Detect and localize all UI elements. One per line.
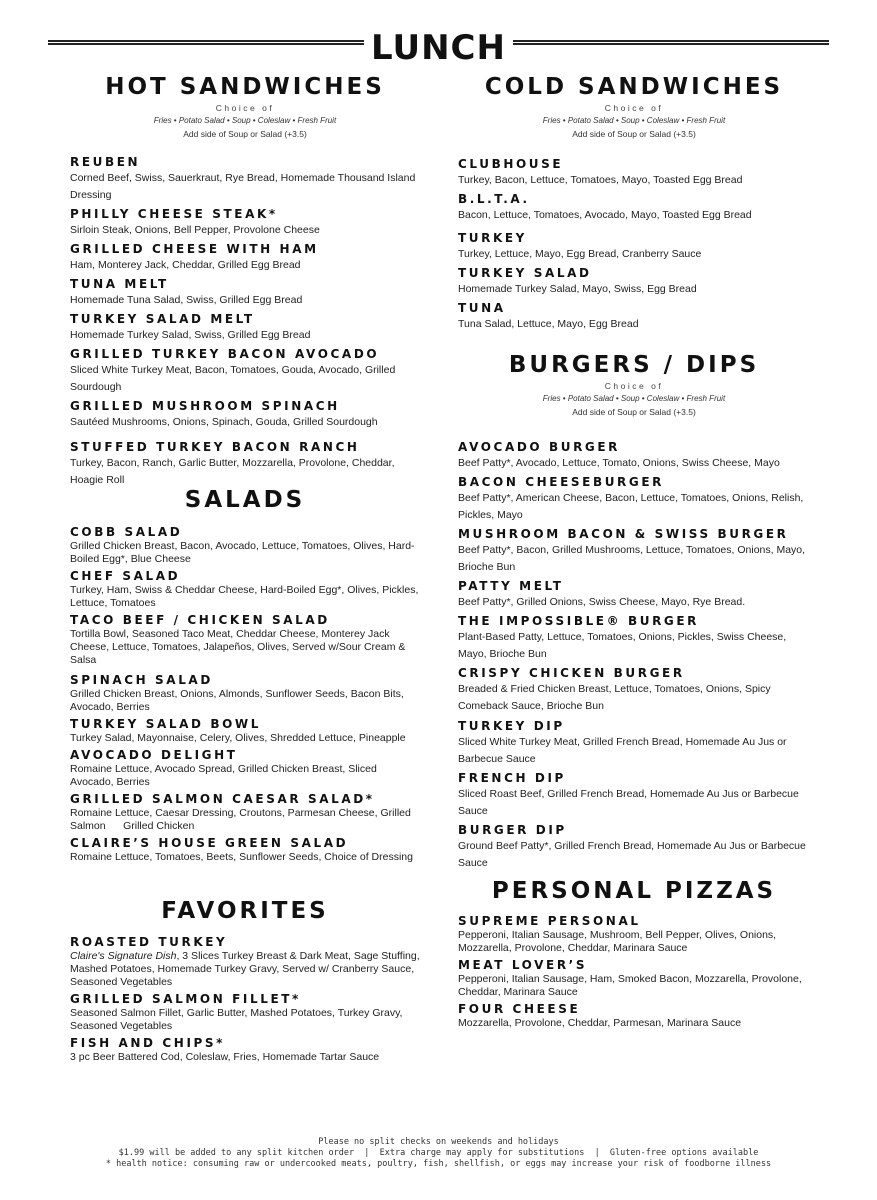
choice-of-label: Choice of [604,381,664,391]
item-name: AVOCADO BURGER [458,440,621,454]
section-title: BURGERS / DIPS [508,352,760,378]
item-name: MEAT LOVER’S [458,958,588,972]
section-title: PERSONAL PIZZAS [491,878,777,904]
section-title: FAVORITES [161,898,329,924]
menu-item-salmon-fillet [70,991,420,1033]
item-description: Pepperoni, Italian Sausage, Mushroom, Bell Pepper, Olives, Onions, Mozzarella, Provolone, Cheddar, Marinara Sauce [458,929,777,954]
pizzas-section [458,878,810,904]
item-name: CHEF SALAD [70,569,181,583]
menu-item-salmon-caesar [70,791,420,833]
item-name: GRILLED TURKEY BACON AVOCADO [70,347,380,361]
item-description: Tortilla Bowl, Seasoned Taco Meat, Cheddar Cheese, Monterey Jack Cheese, Lettuce, Tomatoes, Jalapeños, Olives, Served w/Sour Cream & Salsa [70,628,406,666]
menu-item-spinach-salad [70,672,420,714]
menu-item-crispy-chicken-burger [458,665,810,715]
menu-item-clubhouse [458,156,810,189]
item-description: Turkey, Bacon, Lettuce, Tomatoes, Mayo, Toasted Egg Bread [458,174,743,186]
menu-item-house-green-salad [70,835,420,864]
item-name: FRENCH DIP [458,771,566,785]
burgers-section [458,352,810,417]
item-name: GRILLED SALMON CAESAR SALAD* [70,792,375,806]
menu-item-grilled-cheese-ham [70,241,420,274]
item-name: GRILLED MUSHROOM SPINACH [70,399,340,413]
item-name: GRILLED SALMON FILLET* [70,992,301,1006]
item-name: TURKEY [458,231,527,245]
title-rule-right [513,40,829,45]
menu-item-avocado-burger [458,439,810,472]
menu-item-turkey-salad-melt [70,311,420,344]
item-description: Tuna Salad, Lettuce, Mayo, Egg Bread [458,318,639,330]
item-description: Plant-Based Patty, Lettuce, Tomatoes, Onions, Pickles, Swiss Cheese, Mayo, Brioche Bun [458,631,787,660]
choice-of-label: Choice of [604,103,664,113]
cold-sandwiches-section [458,74,810,139]
item-name: STUFFED TURKEY BACON RANCH [70,440,360,454]
footer-notes [0,1137,877,1170]
menu-item-taco-salad [70,612,420,667]
menu-item-impossible-burger [458,613,810,663]
item-description: Sliced White Turkey Meat, Bacon, Tomatoes, Gouda, Avocado, Grilled Sourdough [70,364,396,393]
item-name: CLUBHOUSE [458,157,564,171]
sides-list: Fries • Potato Salad • Soup • Coleslaw • Fresh Fruit [542,116,726,125]
menu-item-stuffed-turkey [70,439,420,489]
item-name: TUNA MELT [70,277,169,291]
section-title: SALADS [184,487,306,513]
menu-item-turkey-bacon-avocado [70,346,420,396]
menu-item-philly [70,206,420,239]
item-description: Beef Patty*, Avocado, Lettuce, Tomato, Onions, Swiss Cheese, Mayo [458,457,780,469]
item-name: BACON CHEESEBURGER [458,475,664,489]
item-name: PHILLY CHEESE STEAK* [70,207,278,221]
item-description: Homemade Tuna Salad, Swiss, Grilled Egg Bread [70,294,303,306]
menu-item-patty-melt [458,578,810,611]
item-description-text: , 3 Slices Turkey Breast & Dark Meat, Sage Stuffing, Mashed Potatoes, Homemade Turkey Gravy, Served w/ Cranberry Sauce, Seasoned Vegetables [70,950,420,988]
item-name: CLAIRE’S HOUSE GREEN SALAD [70,836,349,850]
add-side-note: Add side of Soup or Salad (+3.5) [572,407,696,417]
item-description: Sliced Roast Beef, Grilled French Bread, Homemade Au Jus or Barbecue Sauce [458,788,799,817]
item-name: TACO BEEF / CHICKEN SALAD [70,613,330,627]
menu-item-turkey-salad-bowl [70,716,420,745]
menu-item-avocado-delight [70,747,420,789]
menu-item-four-cheese-pizza [458,1001,810,1030]
item-description: Corned Beef, Swiss, Sauerkraut, Rye Bread, Homemade Thousand Island Dressing [70,172,416,201]
item-description: Grilled Chicken Breast, Bacon, Avocado, Lettuce, Tomatoes, Olives, Hard-Boiled Egg*, Blue Cheese [70,540,415,565]
item-description: Seasoned Salmon Fillet, Garlic Butter, Mashed Potatoes, Turkey Gravy, Seasoned Vegetables [70,1007,403,1032]
menu-item-roasted-turkey [70,934,420,989]
item-description: Homemade Turkey Salad, Swiss, Grilled Egg Bread [70,329,311,341]
menu-item-reuben [70,154,420,204]
menu-item-mushroom-swiss-burger [458,526,810,576]
item-name: AVOCADO DELIGHT [70,748,238,762]
item-description: Breaded & Fried Chicken Breast, Lettuce, Tomatoes, Onions, Spicy Comeback Sauce, Brioche Bun [458,683,771,712]
item-name: PATTY MELT [458,579,564,593]
item-name: B.L.T.A. [458,192,530,206]
signature-dish-label: Claire's Signature Dish [70,950,177,962]
item-name: SUPREME PERSONAL [458,914,641,928]
item-description: Bacon, Lettuce, Tomatoes, Avocado, Mayo, Toasted Egg Bread [458,209,752,221]
favorites-items [70,934,420,1066]
menu-item-supreme-pizza [458,913,810,955]
item-description: Ground Beef Patty*, Grilled French Bread, Homemade Au Jus or Barbecue Sauce [458,840,806,869]
item-name: SPINACH SALAD [70,673,213,687]
split-check-note: Please no split checks on weekends and holidays [318,1137,559,1147]
hot-sandwiches-section [70,74,420,139]
item-name: ROASTED TURKEY [70,935,228,949]
menu-item-cobb-salad [70,524,420,566]
item-description: Turkey Salad, Mayonnaise, Celery, Olives, Shredded Lettuce, Pineapple [70,732,406,744]
item-name: TURKEY SALAD [458,266,592,280]
menu-item-tuna [458,300,810,333]
item-description: Mozzarella, Provolone, Cheddar, Parmesan, Marinara Sauce [458,1017,742,1029]
menu-item-tuna-melt [70,276,420,309]
item-description: Beef Patty*, Bacon, Grilled Mushrooms, Lettuce, Tomatoes, Onions, Mayo, Brioche Bun [458,544,806,573]
menu-item-turkey-dip [458,718,810,768]
item-description: Sautéed Mushrooms, Onions, Spinach, Gouda, Grilled Sourdough [70,416,378,428]
item-description: Pepperoni, Italian Sausage, Ham, Smoked Bacon, Mozzarella, Provolone, Cheddar, Marinara Sauce [458,973,802,998]
item-description: Beef Patty*, American Cheese, Bacon, Lettuce, Tomatoes, Onions, Relish, Pickles, Mayo [458,492,804,521]
sides-list: Fries • Potato Salad • Soup • Coleslaw • Fresh Fruit [153,116,337,125]
charges-note: $1.99 will be added to any split kitchen order | Extra charge may apply for substitutions | Gluten-free options available [118,1148,759,1158]
item-description [70,950,420,989]
dips-items [458,718,810,874]
cold-sandwiches-items [458,156,810,335]
salads-items [70,524,420,866]
item-description: 3 pc Beer Battered Cod, Coleslaw, Fries, Homemade Tartar Sauce [70,1051,380,1063]
item-description: Romaine Lettuce, Caesar Dressing, Croutons, Parmesan Cheese, Grilled Salmon Grilled Chicken [70,807,414,832]
item-description: Homemade Turkey Salad, Mayo, Swiss, Egg Bread [458,283,697,295]
item-description: Ham, Monterey Jack, Cheddar, Grilled Egg Bread [70,259,301,271]
item-name: TUNA [458,301,506,315]
item-description: Turkey, Ham, Swiss & Cheddar Cheese, Hard-Boiled Egg*, Olives, Pickles, Lettuce, Tomatoes [70,584,419,609]
add-side-note: Add side of Soup or Salad (+3.5) [572,129,696,139]
item-name: CRISPY CHICKEN BURGER [458,666,685,680]
health-notice: * health notice: consuming raw or undercooked meats, poultry, fish, shellfish, or eggs may increase your risk of foodborne illness [105,1159,772,1169]
menu-item-fish-and-chips [70,1035,420,1064]
menu-item-meat-lovers-pizza [458,957,810,999]
item-description: Sliced White Turkey Meat, Grilled French Bread, Homemade Au Jus or Barbecue Sauce [458,736,787,765]
section-title: COLD SANDWICHES [484,74,784,100]
burgers-items [458,439,810,717]
salads-section [70,487,420,513]
item-name: GRILLED CHEESE WITH HAM [70,242,319,256]
pizzas-items [458,913,810,1032]
add-side-note: Add side of Soup or Salad (+3.5) [183,129,307,139]
item-name: THE IMPOSSIBLE® BURGER [458,614,700,628]
item-name: TURKEY SALAD BOWL [70,717,261,731]
item-name: COBB SALAD [70,525,183,539]
menu-title-row [48,28,829,68]
item-name: TURKEY SALAD MELT [70,312,255,326]
item-name: BURGER DIP [458,823,567,837]
menu-item-french-dip [458,770,810,820]
menu-item-blta [458,191,810,224]
item-description: Turkey, Lettuce, Mayo, Egg Bread, Cranberry Sauce [458,248,702,260]
menu-item-chef-salad [70,568,420,610]
item-description: Grilled Chicken Breast, Onions, Almonds, Sunflower Seeds, Bacon Bits, Avocado, Berries [70,688,404,713]
item-name: FISH AND CHIPS* [70,1036,226,1050]
hot-sandwiches-items [70,154,420,491]
item-name: REUBEN [70,155,141,169]
section-title: HOT SANDWICHES [105,74,385,100]
menu-item-mushroom-spinach [70,398,420,431]
item-description: Beef Patty*, Grilled Onions, Swiss Cheese, Mayo, Rye Bread. [458,596,746,608]
item-name: MUSHROOM BACON & SWISS BURGER [458,527,789,541]
item-description: Romaine Lettuce, Tomatoes, Beets, Sunflower Seeds, Choice of Dressing [70,851,413,863]
item-name: FOUR CHEESE [458,1002,581,1016]
item-description: Sirloin Steak, Onions, Bell Pepper, Provolone Cheese [70,224,320,236]
menu-item-burger-dip [458,822,810,872]
favorites-section [70,898,420,924]
item-description: Turkey, Bacon, Ranch, Garlic Butter, Mozzarella, Provolone, Cheddar, Hoagie Roll [70,457,395,486]
item-description: Romaine Lettuce, Avocado Spread, Grilled Chicken Breast, Sliced Avocado, Berries [70,763,377,788]
item-name: TURKEY DIP [458,719,565,733]
menu-title: LUNCH [371,28,506,68]
sides-list: Fries • Potato Salad • Soup • Coleslaw • Fresh Fruit [542,394,726,403]
choice-of-label: Choice of [215,103,275,113]
menu-item-turkey [458,230,810,263]
menu-item-bacon-cheeseburger [458,474,810,524]
menu-item-turkey-salad [458,265,810,298]
